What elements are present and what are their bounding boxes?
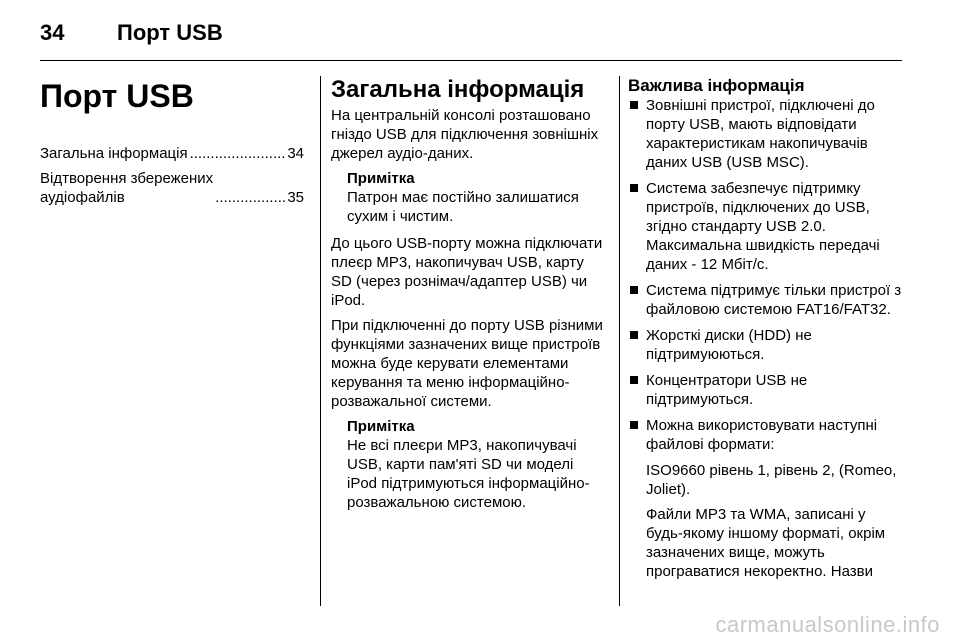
column-divider-right — [619, 76, 620, 606]
note-title: Примітка — [347, 170, 415, 187]
bullet-text: Жорсткі диски (HDD) не підтримуюються. — [646, 327, 812, 363]
square-bullet-icon — [630, 376, 638, 384]
watermark: carmanualsonline.info — [715, 612, 940, 637]
sub-paragraph: Файли MP3 та WMA, записані у будь-якому іншому форматі, окрім зазначених вище, можуть програватися некоректно. Назви — [646, 506, 886, 580]
column-toc — [40, 76, 304, 213]
bullet-text: Концентратори USB не підтримуються. — [646, 372, 808, 408]
square-bullet-icon — [630, 184, 638, 192]
toc-entry-page: 34 — [287, 145, 304, 162]
running-title: Порт USB — [117, 20, 223, 45]
sub-paragraph: ISO9660 рівень 1, рівень 2, (Romeo, Joliet). — [646, 462, 897, 498]
bullet-item — [628, 371, 904, 409]
page-header — [0, 0, 960, 62]
column-important-info — [628, 76, 904, 587]
square-bullet-icon — [630, 421, 638, 429]
note-text: Не всі плеєри MP3, накопичувачі USB, карти пам'яті SD чи моделі iPod підтримуються інформаційно-розважальною системою. — [347, 437, 590, 511]
section-heading: Важлива інформація — [628, 76, 805, 95]
toc-leader-dots — [215, 188, 285, 207]
column-general-info — [331, 76, 607, 520]
toc-leader-dots — [190, 144, 286, 163]
bullet-item — [628, 281, 904, 319]
paragraph: До цього USB-порту можна підключати плеєр MP3, накопичувач USB, карту SD (через рознімач/адаптер USB) чи iPod. — [331, 235, 603, 309]
paragraph: При підключенні до порту USB різними функціями зазначених вище пристроїв можна буде керувати елементами керування та меню інформаційно-розважальної системи. — [331, 317, 603, 410]
bullet-item — [628, 179, 904, 274]
square-bullet-icon — [630, 286, 638, 294]
bullet-text: Система забезпечує підтримку пристроїв, підключених до USB, згідно стандарту USB 2.0. Максимальна швидкість передачі даних - 12 Мбіт/с. — [646, 180, 880, 273]
section-heading: Загальна інформація — [331, 76, 585, 103]
note-box — [347, 417, 607, 512]
bullet-item — [628, 326, 904, 364]
toc-entry-title: Загальна інформація — [40, 145, 188, 162]
square-bullet-icon — [630, 331, 638, 339]
bullet-item — [628, 416, 904, 454]
bullet-text: Система підтримує тільки пристрої з файловою системою FAT16/FAT32. — [646, 282, 902, 318]
toc-entry[interactable] — [40, 169, 304, 207]
chapter-title: Порт USB — [40, 78, 194, 114]
column-divider-left — [320, 76, 321, 606]
toc-entry-page: 35 — [287, 189, 304, 206]
toc-entry-title: Відтворення збережених аудіофайлів — [40, 170, 214, 206]
square-bullet-icon — [630, 101, 638, 109]
header-rule — [40, 60, 902, 61]
page-number: 34 — [40, 20, 65, 45]
toc-entry[interactable] — [40, 144, 304, 163]
note-title: Примітка — [347, 418, 415, 435]
bullet-item — [628, 96, 904, 172]
note-text: Патрон має постійно залишатися сухим і чистим. — [347, 189, 579, 225]
paragraph: На центральній консолі розташовано гніздо USB для підключення зовнішніх джерел аудіо-даних. — [331, 107, 599, 162]
bullet-list — [628, 96, 904, 454]
bullet-text: Зовнішні пристрої, підключені до порту USB, мають відповідати характеристикам накопичувачів даних USB (USB MSC). — [646, 97, 875, 171]
note-box — [347, 169, 607, 226]
bullet-text: Можна використовувати наступні файлові формати: — [646, 417, 878, 453]
